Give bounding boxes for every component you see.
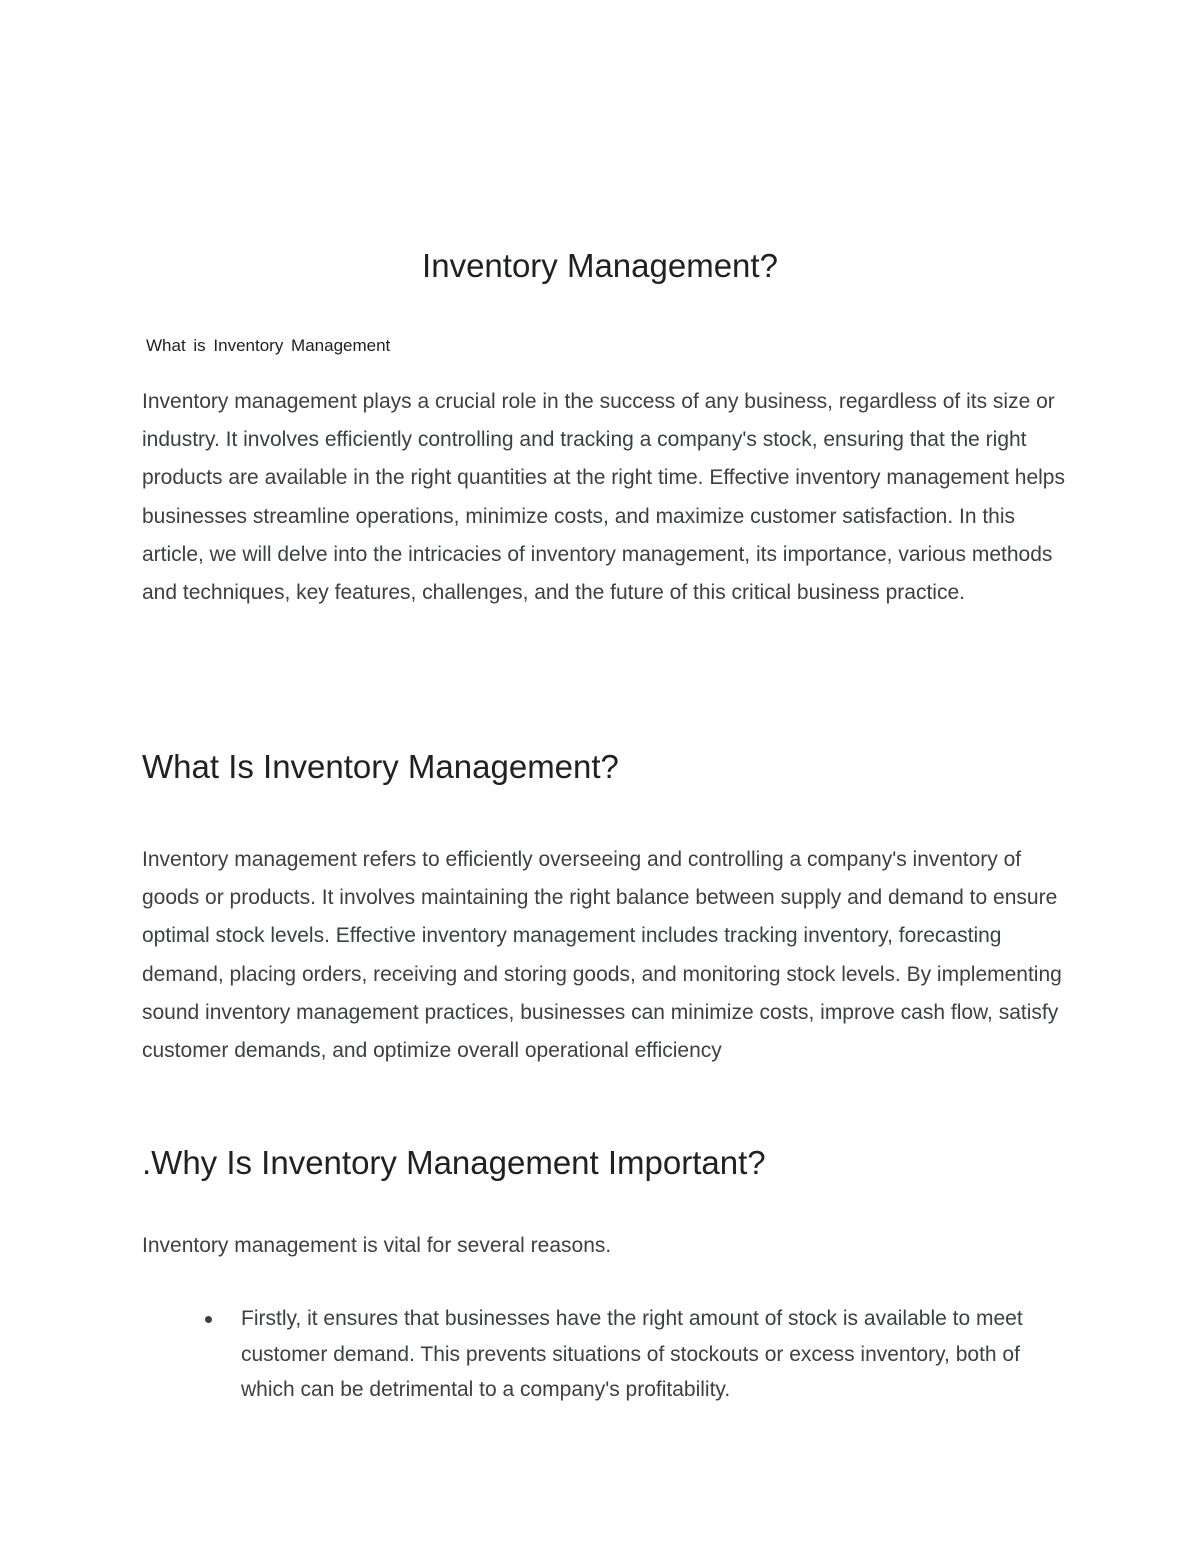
intro-paragraph: Inventory management plays a crucial role in the success of any business, regardless of its size or industry. It involves efficiently controlling and tracking a company's stock, ensuring that the right products are available in the right quantities at the right time. Effective inventory management helps businesses streamline operations, minimize costs, and maximize customer satisfaction. In this article, we will delve into the intricacies of inventory management, its importance, various methods and techniques, key features, challenges, and the future of this critical business practice. (142, 390, 1065, 605)
bullet-dot-icon (205, 1316, 212, 1323)
list-item (200, 1301, 1050, 1408)
document-title: Inventory Management? (422, 247, 778, 284)
section-heading-why-important: .Why Is Inventory Management Important? (142, 1144, 766, 1181)
section-paragraph-why-important: Inventory management is vital for several reasons. (142, 1234, 612, 1257)
section-heading-what-is: What Is Inventory Management? (142, 748, 619, 785)
reasons-bullet-list (200, 1301, 1050, 1408)
document-subtitle: What is Inventory Management (146, 336, 391, 355)
list-item-text: Firstly, it ensures that businesses have the right amount of stock is available to meet customer demand. This prevents situations of stockouts or excess inventory, both of which can be detrimental to a company's profitability. (241, 1307, 1023, 1401)
section-paragraph-what-is: Inventory management refers to efficiently overseeing and controlling a company's inventory of goods or products. It involves maintaining the right balance between supply and demand to ensure optimal stock levels. Effective inventory management includes tracking inventory, forecasting demand, placing orders, receiving and storing goods, and monitoring stock levels. By implementing sound inventory management practices, businesses can minimize costs, improve cash flow, satisfy customer demands, and optimize overall operational efficiency (142, 848, 1062, 1063)
